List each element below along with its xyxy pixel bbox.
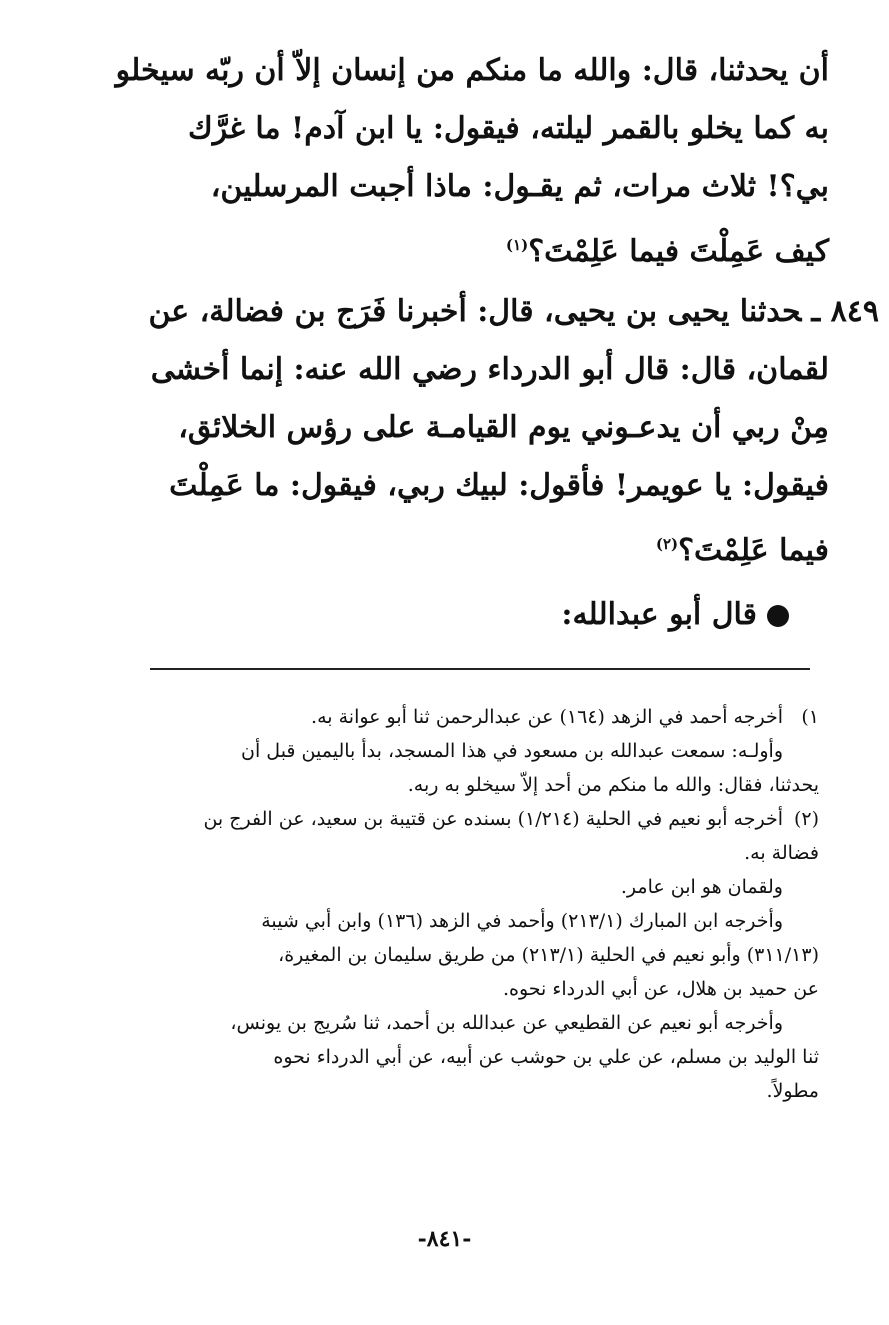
footnote-line: ثنا الوليد بن مسلم، عن علي بن حوشب عن أبيه، عن أبي الدرداء نحوه xyxy=(273,1046,819,1068)
text-line: أن يحدثنا، قال: والله ما منكم من إنسان إلاّ أن ربّه سيخلو xyxy=(115,53,829,88)
footnote-text: أخرجه أحمد في الزهد (١٦٤) عن عبدالرحمن ثنا أبو عوانة به. xyxy=(311,706,783,728)
footnote-line: (٣١١/١٣) وأبو نعيم في الحلية (٢١٣/١) من طريق سليمان بن المغيرة، xyxy=(278,944,819,966)
text-segment: فيما عَلِمْتَ؟ xyxy=(678,533,829,568)
text-segment: كيف عَمِلْتَ فيما عَلِمْتَ؟ xyxy=(528,234,829,269)
text-line xyxy=(99,283,879,341)
footnote-divider xyxy=(150,668,810,670)
text-line: مِنْ ربي أن يدعـوني يوم القيامـة على رؤس الخلائق، xyxy=(178,410,829,445)
footnotes xyxy=(109,700,819,1108)
footnote-line: فضالة به. xyxy=(744,842,819,864)
page-number: -٨٤١- xyxy=(417,1226,472,1252)
text-line xyxy=(99,586,829,644)
text-line: بي؟! ثلاث مرات، ثم يقـول: ماذا أجبت المرسلين، xyxy=(210,169,829,204)
footnote-line xyxy=(109,700,819,734)
closing-text: قال أبو عبدالله: xyxy=(561,597,757,632)
text-line xyxy=(99,216,829,281)
footnote-line: ولقمان هو ابن عامر. xyxy=(620,876,783,898)
footnote-line: وأخرجه ابن المبارك (٢١٣/١) وأحمد في الزهد (١٣٦) وابن أبي شيبة xyxy=(261,910,783,932)
hadith-number: ٨٤٩ ـ xyxy=(811,294,879,329)
footnote-line: وأخرجه أبو نعيم عن القطيعي عن عبدالله بن أحمد، ثنا سُريج بن يونس، xyxy=(230,1012,783,1034)
bullet-icon xyxy=(767,605,789,627)
main-text-block xyxy=(99,42,829,281)
footnote-line xyxy=(109,802,819,836)
footnote-number: ١) xyxy=(801,706,819,728)
footnote-ref-2: (٢) xyxy=(655,535,679,553)
footnote-line: يحدثنا، فقال: والله ما منكم من أحد إلاّ سيخلو به ربه. xyxy=(407,774,819,796)
text-line: به كما يخلو بالقمر ليلته، فيقول: يا ابن آدم! ما غرَّك xyxy=(187,111,829,146)
footnote-line: وأولـه: سمعت عبدالله بن مسعود في هذا المسجد، بدأ باليمين قبل أن xyxy=(241,740,783,762)
footnote-line: عن حميد بن هلال، عن أبي الدرداء نحوه. xyxy=(502,978,819,1000)
text-segment: حدثنا يحيى بن يحيى، قال: أخبرنا فَرَج بن فضالة، عن xyxy=(148,294,802,329)
footnote-number: (٢) xyxy=(793,808,819,830)
text-line: لقمان، قال: قال أبو الدرداء رضي الله عنه: إنما أخشى xyxy=(150,352,829,387)
footnote-line: مطولاً. xyxy=(766,1080,819,1102)
footnote-text: أخرجه أبو نعيم في الحلية (١/٢١٤) بسنده عن قتيبة بن سعيد، عن الفرج بن xyxy=(203,808,783,830)
footnote-ref-1: (١) xyxy=(505,236,529,254)
text-line: فيقول: يا عويمر! فأقول: لبيك ربي، فيقول: ما عَمِلْتَ xyxy=(169,468,829,503)
text-line xyxy=(99,515,829,580)
hadith-block xyxy=(99,283,879,644)
